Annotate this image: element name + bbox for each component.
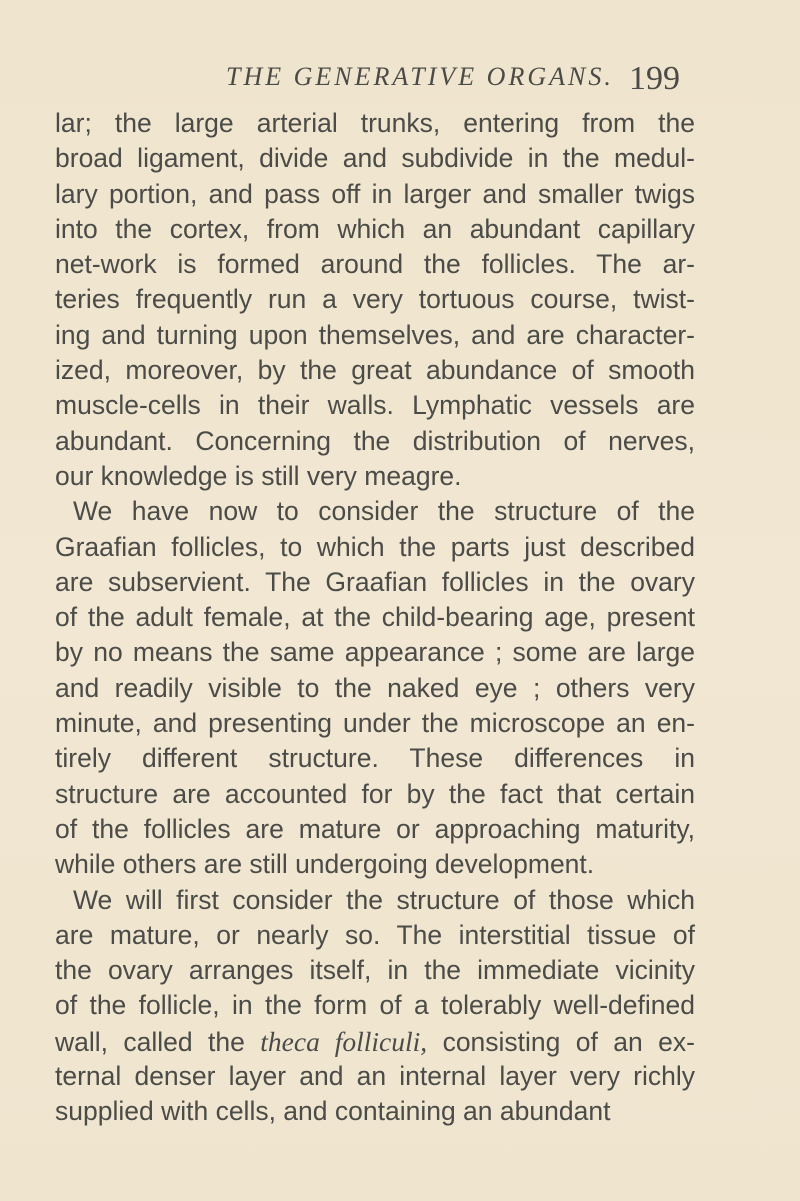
paragraph-start-line: We will first consider the structure of those which <box>73 884 695 915</box>
text-line: ized, moreover, by the great abundance of smooth <box>55 355 695 386</box>
page-header <box>0 60 800 100</box>
text-line: are subservient. The Graafian follicles in the ovary <box>55 566 695 597</box>
text-line: ternal denser layer and an internal layer very richly <box>55 1061 695 1092</box>
text-line: net-work is formed around the follicles. The ar- <box>55 249 695 280</box>
text-line: of the follicle, in the form of a tolerably well-defined <box>55 990 695 1021</box>
text-line: Graafian follicles, to which the parts just described <box>55 531 695 562</box>
paragraph-end-line: our knowledge is still very meagre. <box>55 460 462 491</box>
text-line: teries frequently run a very tortuous course, twist- <box>55 284 695 315</box>
text-segment: wall, called the <box>55 1026 261 1057</box>
italic-term: theca folliculi, <box>260 1025 428 1057</box>
text-line: of the follicles are mature or approaching maturity, <box>55 813 695 844</box>
text-line: lary portion, and pass off in larger and smaller twigs <box>55 178 695 209</box>
text-line: minute, and presenting under the microscope an en- <box>55 708 695 739</box>
paragraph-end-line: while others are still undergoing development. <box>55 849 595 880</box>
text-line: ing and turning upon themselves, and are character- <box>55 319 695 350</box>
text-line: broad ligament, divide and subdivide in the medul- <box>55 143 695 174</box>
text-line: supplied with cells, and containing an abundant <box>55 1096 611 1127</box>
text-line: the ovary arranges itself, in the immediate vicinity <box>55 955 695 986</box>
text-line-with-italic <box>55 1024 695 1059</box>
text-line: are mature, or nearly so. The interstitial tissue of <box>55 919 695 950</box>
text-line: lar; the large arterial trunks, entering from the <box>55 108 695 138</box>
text-line: structure are accounted for by the fact that certain <box>55 778 695 809</box>
running-title: THE GENERATIVE ORGANS. <box>226 62 614 91</box>
text-line: into the cortex, from which an abundant capillary <box>55 213 695 244</box>
text-line: abundant. Concerning the distribution of nerves, <box>55 425 695 456</box>
text-segment: consisting of an ex- <box>427 1026 695 1057</box>
text-line: tirely different structure. These differences in <box>55 743 695 774</box>
text-line: muscle-cells in their walls. Lymphatic vessels are <box>55 390 695 421</box>
paragraph-start-line: We have now to consider the structure of the <box>73 496 695 527</box>
text-line: of the adult female, at the child-bearing age, present <box>55 602 695 633</box>
text-line: and readily visible to the naked eye ; others very <box>55 672 695 703</box>
page-number: 199 <box>629 60 680 97</box>
text-line: by no means the same appearance ; some are large <box>55 637 695 668</box>
body-text <box>55 106 695 1130</box>
